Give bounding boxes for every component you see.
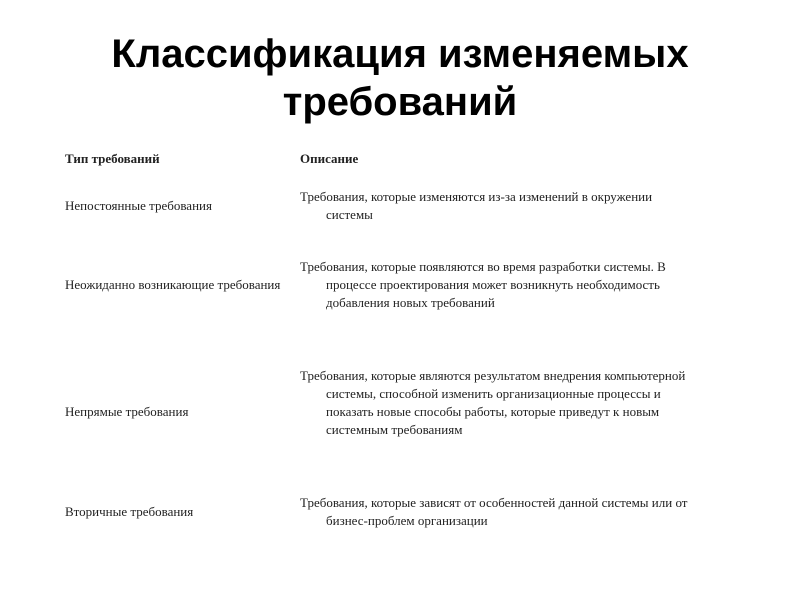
row-1-description: Требования, которые изменяются из-за изменений в окружении системы: [300, 189, 653, 222]
row-2-type: Неожиданно возникающие требования: [65, 277, 281, 292]
row-1-type: Непостоянные требования: [65, 198, 212, 213]
slide-title-line-2: требований: [282, 80, 518, 124]
slide-title-line-1: Классификация изменяемых: [111, 32, 689, 76]
row-4-description: Требования, которые зависят от особенностей данной системы или от бизнес-проблем организации: [300, 495, 688, 528]
column-header-description: Описание: [300, 151, 359, 166]
row-3-description: Требования, которые являются результатом внедрения компьютерной системы, способной изменить организационные процессы и показать новые способы работы, которые приведут к новым системным требованиям: [300, 368, 686, 437]
column-header-type: Тип требований: [65, 151, 160, 166]
row-3-type: Непрямые требования: [65, 404, 189, 419]
row-2-description: Требования, которые появляются во время разработки системы. В процессе проектирования может возникнуть необходимость добавления новых требований: [300, 259, 666, 310]
row-4-type: Вторичные требования: [65, 504, 194, 519]
